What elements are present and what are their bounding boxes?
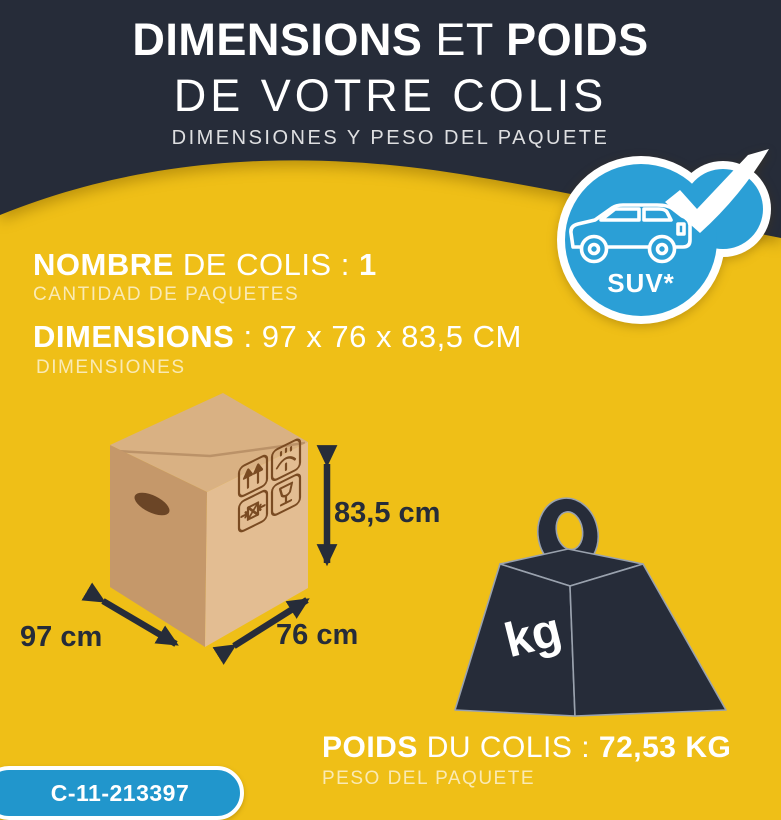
page-title-line2: DE VOTRE COLIS	[173, 70, 608, 121]
weight-label-bold: POIDS	[322, 731, 418, 764]
weight-right-face	[570, 564, 726, 716]
suv-badge-label: SUV*	[607, 268, 675, 298]
box-illustration	[110, 393, 308, 647]
weight-label-rest: DU COLIS :	[426, 731, 591, 764]
title-word-et: ET	[435, 14, 494, 65]
package-count-line	[33, 247, 377, 283]
dimensions-label-bold: DIMENSIONS	[33, 319, 235, 354]
weight-line	[322, 731, 731, 765]
title-word-dimensions: DIMENSIONS	[132, 14, 423, 65]
weight-label-es: PESO DEL PAQUETE	[322, 768, 535, 789]
package-count-value: 1	[358, 247, 377, 282]
page-subtitle-es: DIMENSIONES Y PESO DEL PAQUETE	[171, 127, 610, 149]
reference-badge	[0, 766, 244, 820]
weight-value: 72,53 KG	[598, 731, 732, 764]
package-count-label-bold: NOMBRE	[33, 247, 174, 282]
weight-icon	[455, 493, 726, 716]
dimensions-label-es: DIMENSIONES	[36, 357, 186, 378]
title-word-poids: POIDS	[506, 14, 649, 65]
page-title	[0, 14, 781, 66]
dimensions-line	[33, 319, 522, 355]
dimensions-value: : 97 x 76 x 83,5 CM	[243, 319, 522, 354]
depth-dimension-label: 97 cm	[20, 621, 103, 653]
weight-unit-label: kg	[499, 603, 567, 668]
reference-code: C-11-213397	[50, 779, 190, 806]
package-count-label-rest: DE COLIS :	[182, 247, 350, 282]
width-dimension-label: 76 cm	[276, 619, 359, 651]
package-count-label-es: CANTIDAD DE PAQUETES	[33, 284, 300, 305]
height-dimension-label: 83,5 cm	[334, 497, 441, 529]
